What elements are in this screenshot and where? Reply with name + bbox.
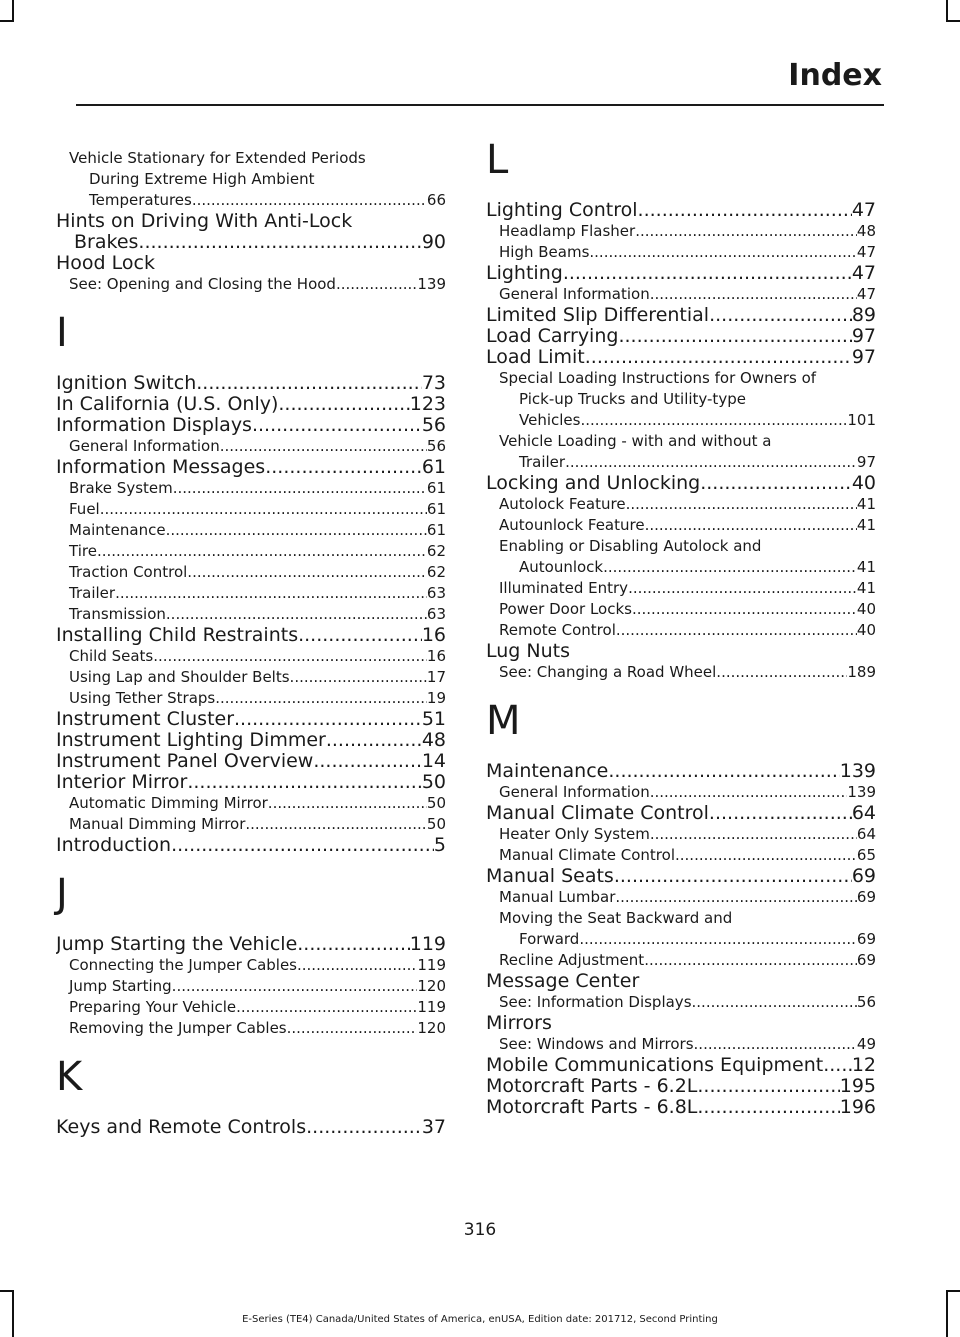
dot-leader xyxy=(675,845,857,866)
index-subentry xyxy=(486,578,876,599)
dot-leader xyxy=(580,410,847,431)
dot-leader xyxy=(650,824,857,845)
index-subentry xyxy=(486,242,876,263)
entry-title: Interior Mirror xyxy=(56,772,188,793)
entry-title: Jump Starting the Vehicle xyxy=(56,934,298,955)
index-entry-line: Special Loading Instructions for Owners of xyxy=(499,369,817,387)
entry-page: 120 xyxy=(417,1019,446,1037)
index-subentry xyxy=(486,992,876,1013)
entry-title: Forward xyxy=(519,930,580,948)
index-entry-continuation xyxy=(56,232,446,253)
index-group-pre xyxy=(56,148,446,295)
index-entry xyxy=(486,263,876,284)
crop-mark-top-left xyxy=(12,0,14,22)
entry-page: 139 xyxy=(847,783,876,801)
entry-title: Locking and Unlocking xyxy=(486,473,701,494)
entry-title: Illuminated Entry xyxy=(499,579,629,597)
index-entry xyxy=(486,761,876,782)
entry-title: Recline Adjustment xyxy=(499,951,645,969)
index-letter-i: I xyxy=(56,310,68,356)
index-column-right xyxy=(486,137,876,1118)
index-entry xyxy=(56,835,446,856)
entry-title: Removing the Jumper Cables xyxy=(69,1019,287,1037)
entry-page: 16 xyxy=(426,647,446,665)
dot-leader xyxy=(265,457,422,478)
crop-mark-bottom-left-h xyxy=(0,1290,14,1292)
index-subentry xyxy=(56,274,446,295)
index-entry xyxy=(56,373,446,394)
page-title: Index xyxy=(788,58,882,93)
index-letter-l: L xyxy=(486,137,509,183)
index-subentry xyxy=(486,515,876,536)
index-entry-continuation xyxy=(486,557,876,578)
index-letter-j: J xyxy=(56,871,68,917)
dot-leader xyxy=(287,1018,418,1039)
entry-page: 64 xyxy=(856,825,876,843)
entry-page: 195 xyxy=(839,1076,876,1097)
index-subentry xyxy=(56,478,446,499)
index-subentry xyxy=(486,845,876,866)
entry-title: Autolock Feature xyxy=(499,495,626,513)
entry-title: Fuel xyxy=(69,500,100,518)
dot-leader xyxy=(138,232,421,253)
dot-leader xyxy=(297,955,417,976)
entry-title: Connecting the Jumper Cables xyxy=(69,956,297,974)
entry-page: 5 xyxy=(433,835,446,856)
dot-leader xyxy=(196,373,422,394)
entry-title: Child Seats xyxy=(69,647,154,665)
entry-title: Temperatures xyxy=(89,191,192,209)
dot-leader xyxy=(823,1055,852,1076)
entry-title: Remote Control xyxy=(499,621,616,639)
entry-page: 14 xyxy=(421,751,446,772)
index-entry xyxy=(486,473,876,494)
entry-page: 41 xyxy=(856,579,876,597)
entry-page: 90 xyxy=(421,232,446,253)
dot-leader xyxy=(97,541,427,562)
dot-leader xyxy=(298,625,422,646)
entry-title: See: Opening and Closing the Hood xyxy=(69,275,336,293)
dot-leader xyxy=(563,263,852,284)
entry-page: 123 xyxy=(409,394,446,415)
index-subentry xyxy=(486,284,876,305)
entry-page: 51 xyxy=(421,709,446,730)
index-group-m xyxy=(486,761,876,1118)
index-entry xyxy=(56,934,446,955)
entry-title: General Information xyxy=(69,437,220,455)
entry-title: Automatic Dimming Mirror xyxy=(69,794,268,812)
index-group-k xyxy=(56,1117,446,1138)
dot-leader xyxy=(306,1117,422,1138)
entry-page: 73 xyxy=(421,373,446,394)
dot-leader xyxy=(632,599,857,620)
dot-leader xyxy=(618,326,851,347)
dot-leader xyxy=(234,709,422,730)
entry-title: Motorcraft Parts - 6.8L xyxy=(486,1097,698,1118)
index-entry-heading: Message Center xyxy=(486,970,640,992)
dot-leader xyxy=(628,578,857,599)
entry-title: Ignition Switch xyxy=(56,373,197,394)
entry-page: 120 xyxy=(417,977,446,995)
dot-leader xyxy=(297,934,409,955)
edition-footer: E-Series (TE4) Canada/United States of America, enUSA, Edition date: 201712, Second Printing xyxy=(242,1314,718,1325)
entry-title: Using Lap and Shoulder Belts xyxy=(69,668,290,686)
index-entry xyxy=(56,415,446,436)
entry-title: Keys and Remote Controls xyxy=(56,1117,307,1138)
entry-page: 69 xyxy=(856,951,876,969)
dot-leader xyxy=(694,1034,857,1055)
entry-page: 66 xyxy=(426,191,446,209)
index-entry xyxy=(56,625,446,646)
entry-page: 61 xyxy=(426,521,446,539)
entry-title: Manual Seats xyxy=(486,866,614,887)
entry-page: 56 xyxy=(856,993,876,1011)
entry-page: 50 xyxy=(421,772,446,793)
entry-title: Traction Control xyxy=(69,563,188,581)
entry-page: 61 xyxy=(426,479,446,497)
index-subentry xyxy=(486,494,876,515)
dot-leader xyxy=(268,793,427,814)
index-subentry xyxy=(56,562,446,583)
dot-leader xyxy=(115,583,427,604)
entry-page: 65 xyxy=(856,846,876,864)
entry-page: 139 xyxy=(417,275,446,293)
index-entry-continuation xyxy=(486,452,876,473)
dot-leader xyxy=(692,992,857,1013)
entry-page: 56 xyxy=(421,415,446,436)
dot-leader xyxy=(290,667,427,688)
index-entry-heading: Hood Lock xyxy=(56,252,155,274)
entry-page: 47 xyxy=(856,285,876,303)
dot-leader xyxy=(172,976,418,997)
dot-leader xyxy=(615,887,857,908)
index-subentry xyxy=(56,646,446,667)
dot-leader xyxy=(153,646,427,667)
entry-page: 48 xyxy=(856,222,876,240)
dot-leader xyxy=(326,730,422,751)
header-divider xyxy=(76,104,884,106)
index-subentry xyxy=(486,1034,876,1055)
dot-leader xyxy=(187,772,421,793)
dot-leader xyxy=(252,415,422,436)
dot-leader xyxy=(697,1076,839,1097)
index-subentry xyxy=(56,688,446,709)
dot-leader xyxy=(192,190,427,211)
entry-title: Lighting xyxy=(486,263,563,284)
index-entry-heading: Mirrors xyxy=(486,1012,552,1034)
entry-page: 63 xyxy=(426,584,446,602)
index-subentry xyxy=(56,955,446,976)
entry-title: See: Windows and Mirrors xyxy=(499,1035,694,1053)
index-entry xyxy=(486,326,876,347)
entry-title: Using Tether Straps xyxy=(69,689,216,707)
entry-title: General Information xyxy=(499,285,650,303)
index-subentry xyxy=(56,436,446,457)
entry-page: 69 xyxy=(856,888,876,906)
entry-page: 40 xyxy=(856,621,876,639)
entry-page: 119 xyxy=(417,998,446,1016)
entry-title: Load Limit xyxy=(486,347,585,368)
entry-page: 119 xyxy=(417,956,446,974)
entry-title: Maintenance xyxy=(486,761,609,782)
index-entry xyxy=(56,457,446,478)
index-entry-continuation xyxy=(486,410,876,431)
dot-leader xyxy=(589,242,857,263)
dot-leader xyxy=(645,515,857,536)
dot-leader xyxy=(187,562,427,583)
dot-leader xyxy=(697,1097,839,1118)
crop-mark-top-right-h xyxy=(946,20,960,22)
index-entry-line: Pick-up Trucks and Utility-type xyxy=(519,390,746,408)
dot-leader xyxy=(565,452,857,473)
dot-leader xyxy=(716,662,847,683)
index-entry-line: During Extreme High Ambient xyxy=(89,170,315,188)
crop-mark-top-right xyxy=(946,0,948,22)
dot-leader xyxy=(709,803,852,824)
index-subentry xyxy=(56,997,446,1018)
index-entry xyxy=(486,1076,876,1097)
dot-leader xyxy=(278,394,409,415)
entry-title: Headlamp Flasher xyxy=(499,222,636,240)
entry-page: 16 xyxy=(421,625,446,646)
index-entry-continuation xyxy=(486,929,876,950)
index-entry xyxy=(56,772,446,793)
entry-page: 63 xyxy=(426,605,446,623)
index-group-i xyxy=(56,373,446,856)
entry-page: 62 xyxy=(426,563,446,581)
index-subentry xyxy=(56,583,446,604)
entry-page: 48 xyxy=(421,730,446,751)
dot-leader xyxy=(616,620,857,641)
index-entry xyxy=(486,866,876,887)
index-entry-heading: Lug Nuts xyxy=(486,640,570,662)
entry-title: Limited Slip Differential xyxy=(486,305,710,326)
entry-page: 40 xyxy=(856,600,876,618)
dot-leader xyxy=(635,221,857,242)
index-entry-line: Enabling or Disabling Autolock and xyxy=(499,537,762,555)
index-entry xyxy=(486,1097,876,1118)
index-entry xyxy=(486,347,876,368)
entry-title: Manual Climate Control xyxy=(486,803,709,824)
dot-leader xyxy=(709,305,852,326)
dot-leader xyxy=(579,929,857,950)
index-letter-k: K xyxy=(56,1054,83,1100)
entry-title: Preparing Your Vehicle xyxy=(69,998,237,1016)
entry-page: 69 xyxy=(851,866,876,887)
entry-page: 41 xyxy=(856,495,876,513)
entry-title: Mobile Communications Equipment xyxy=(486,1055,824,1076)
entry-title: Information Messages xyxy=(56,457,266,478)
entry-title: High Beams xyxy=(499,243,590,261)
index-subentry xyxy=(56,1018,446,1039)
entry-title: Brakes xyxy=(74,232,139,253)
index-subentry xyxy=(56,976,446,997)
index-entry xyxy=(486,803,876,824)
entry-title: Instrument Panel Overview xyxy=(56,751,314,772)
entry-title: Manual Dimming Mirror xyxy=(69,815,246,833)
index-subentry xyxy=(56,793,446,814)
entry-page: 41 xyxy=(856,516,876,534)
entry-page: 69 xyxy=(856,930,876,948)
crop-mark-bottom-right-h xyxy=(946,1290,960,1292)
entry-page: 49 xyxy=(856,1035,876,1053)
dot-leader xyxy=(100,499,427,520)
entry-page: 47 xyxy=(856,243,876,261)
entry-page: 196 xyxy=(839,1097,876,1118)
index-subentry xyxy=(486,824,876,845)
entry-title: Trailer xyxy=(69,584,116,602)
entry-page: 61 xyxy=(426,500,446,518)
index-entry-line: Moving the Seat Backward and xyxy=(499,909,733,927)
entry-title: Power Door Locks xyxy=(499,600,632,618)
dot-leader xyxy=(236,997,417,1018)
index-column-left xyxy=(56,148,446,1138)
entry-page: 17 xyxy=(426,668,446,686)
dot-leader xyxy=(220,436,427,457)
entry-page: 64 xyxy=(851,803,876,824)
entry-page: 37 xyxy=(421,1117,446,1138)
entry-title: Manual Lumbar xyxy=(499,888,616,906)
entry-page: 47 xyxy=(851,200,876,221)
index-entry-line: Vehicle Loading - with and without a xyxy=(499,432,772,450)
dot-leader xyxy=(700,473,852,494)
index-entry xyxy=(56,394,446,415)
index-entry-line: Vehicle Stationary for Extended Periods xyxy=(69,149,366,167)
dot-leader xyxy=(650,284,857,305)
dot-leader xyxy=(215,688,427,709)
index-entry xyxy=(56,1117,446,1138)
index-entry xyxy=(486,200,876,221)
index-group-j xyxy=(56,934,446,1039)
index-subentry xyxy=(56,541,446,562)
dot-leader xyxy=(644,950,857,971)
index-subentry xyxy=(486,887,876,908)
index-subentry xyxy=(56,520,446,541)
entry-title: Motorcraft Parts - 6.2L xyxy=(486,1076,698,1097)
index-entry xyxy=(486,305,876,326)
index-entry-continuation xyxy=(56,190,446,211)
index-subentry xyxy=(486,599,876,620)
entry-page: 40 xyxy=(851,473,876,494)
entry-title: Information Displays xyxy=(56,415,252,436)
entry-title: Autounlock xyxy=(519,558,604,576)
entry-title: Introduction xyxy=(56,835,172,856)
entry-page: 97 xyxy=(856,453,876,471)
entry-title: Transmission xyxy=(69,605,166,623)
dot-leader xyxy=(336,274,417,295)
entry-title: Brake System xyxy=(69,479,173,497)
index-subentry xyxy=(486,782,876,803)
index-entry xyxy=(486,1055,876,1076)
entry-page: 41 xyxy=(856,558,876,576)
index-subentry xyxy=(56,667,446,688)
dot-leader xyxy=(626,494,857,515)
index-subentry xyxy=(486,221,876,242)
crop-mark-top-left-h xyxy=(0,20,14,22)
entry-page: 47 xyxy=(851,263,876,284)
entry-title: Manual Climate Control xyxy=(499,846,675,864)
entry-title: General Information xyxy=(499,783,650,801)
entry-title: Load Carrying xyxy=(486,326,619,347)
entry-title: See: Information Displays xyxy=(499,993,692,1011)
entry-title: Lighting Control xyxy=(486,200,638,221)
index-subentry xyxy=(486,950,876,971)
dot-leader xyxy=(585,347,852,368)
index-entry-line: Hints on Driving With Anti-Lock xyxy=(56,210,353,232)
index-group-l xyxy=(486,200,876,683)
dot-leader xyxy=(608,761,839,782)
page-number: 316 xyxy=(463,1220,497,1240)
dot-leader xyxy=(638,200,852,221)
entry-title: Tire xyxy=(69,542,97,560)
entry-page: 119 xyxy=(409,934,446,955)
entry-page: 61 xyxy=(421,457,446,478)
index-entry xyxy=(56,709,446,730)
dot-leader xyxy=(166,604,427,625)
dot-leader xyxy=(603,557,857,578)
entry-page: 56 xyxy=(426,437,446,455)
dot-leader xyxy=(245,814,427,835)
index-subentry xyxy=(56,499,446,520)
dot-leader xyxy=(650,782,848,803)
entry-page: 101 xyxy=(847,411,876,429)
entry-title: Installing Child Restraints xyxy=(56,625,299,646)
entry-title: Instrument Lighting Dimmer xyxy=(56,730,326,751)
dot-leader xyxy=(166,520,427,541)
dot-leader xyxy=(614,866,852,887)
dot-leader xyxy=(173,478,427,499)
index-subentry xyxy=(56,814,446,835)
index-entry xyxy=(56,730,446,751)
entry-title: Autounlock Feature xyxy=(499,516,645,534)
entry-title: Vehicles xyxy=(519,411,581,429)
index-subentry xyxy=(486,662,876,683)
entry-title: Maintenance xyxy=(69,521,166,539)
entry-title: Heater Only System xyxy=(499,825,650,843)
dot-leader xyxy=(313,751,421,772)
entry-page: 50 xyxy=(426,794,446,812)
entry-page: 62 xyxy=(426,542,446,560)
index-subentry xyxy=(486,620,876,641)
entry-page: 189 xyxy=(847,663,876,681)
index-entry xyxy=(56,751,446,772)
entry-page: 12 xyxy=(851,1055,876,1076)
index-letter-m: M xyxy=(486,698,521,744)
entry-page: 97 xyxy=(851,326,876,347)
index-subentry xyxy=(56,604,446,625)
dot-leader xyxy=(171,835,434,856)
entry-title: Instrument Cluster xyxy=(56,709,235,730)
entry-page: 97 xyxy=(851,347,876,368)
entry-title: In California (U.S. Only) xyxy=(56,394,279,415)
entry-title: See: Changing a Road Wheel xyxy=(499,663,717,681)
entry-page: 89 xyxy=(851,305,876,326)
entry-page: 19 xyxy=(426,689,446,707)
entry-page: 139 xyxy=(839,761,876,782)
entry-title: Jump Starting xyxy=(69,977,172,995)
entry-page: 50 xyxy=(426,815,446,833)
entry-title: Trailer xyxy=(519,453,566,471)
